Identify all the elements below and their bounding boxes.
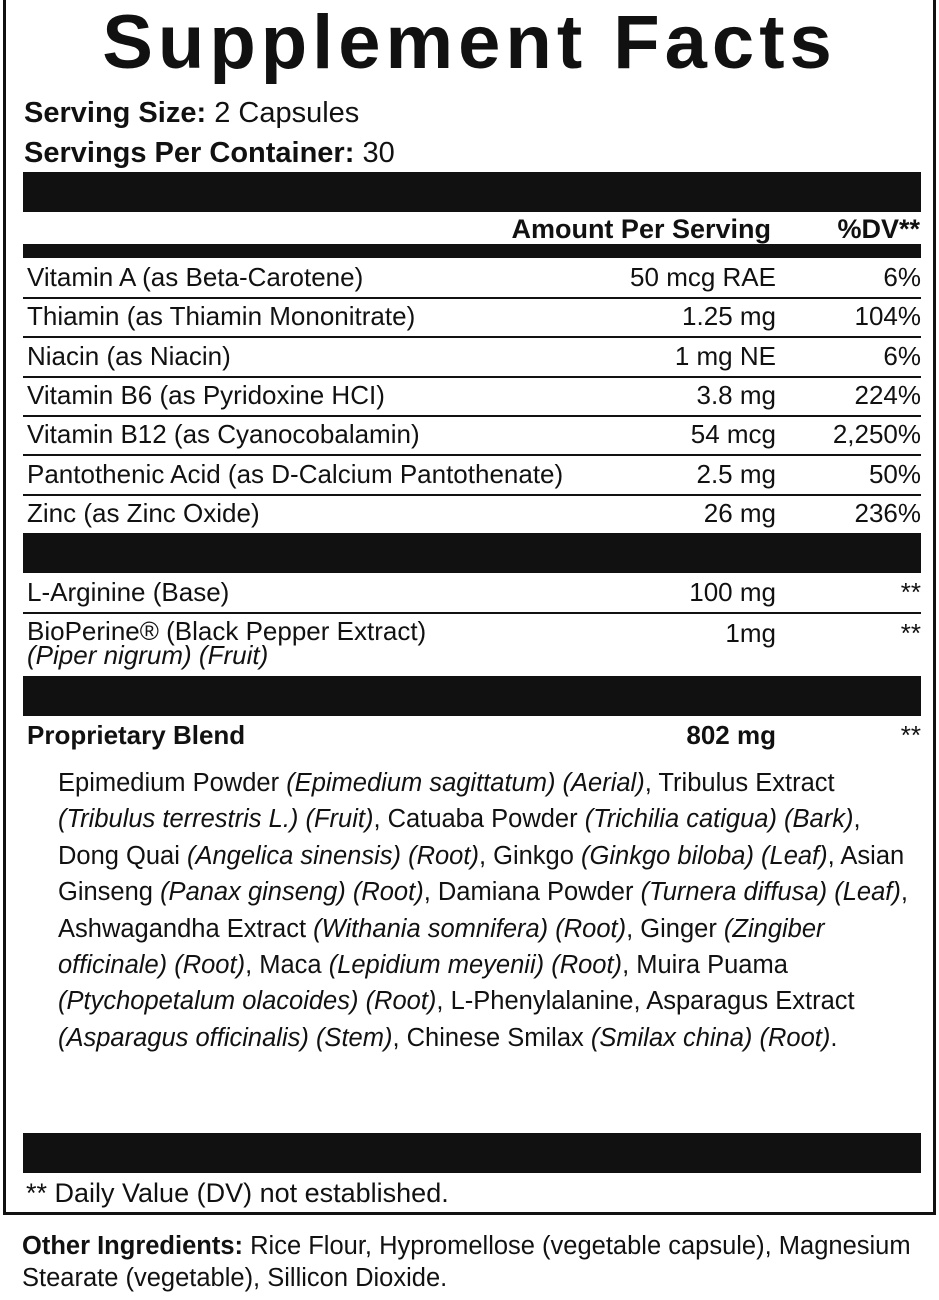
botanical-name: (Tribulus terrestris L.) (Fruit) (58, 805, 374, 834)
other-ingredients (22, 1230, 932, 1294)
supplement-facts-panel (3, 0, 936, 1215)
nutrient-row (23, 573, 921, 614)
nutrient-amount: 26 mg (703, 497, 776, 528)
thick-divider (23, 533, 921, 573)
nutrient-dv: 6% (883, 262, 921, 292)
botanical-name: (Asparagus officinalis) (Stem) (58, 1023, 393, 1052)
nutrient-amount: 3.8 mg (696, 379, 776, 410)
serving-size-label: Serving Size: (24, 97, 207, 129)
nutrient-dv: 104% (854, 301, 921, 332)
serving-size-value: 2 Capsules (214, 97, 360, 129)
botanical-name: (Lepidium meyenii) (Root) (328, 951, 623, 980)
servings-per-container-value: 30 (362, 137, 395, 169)
nutrient-amount: 54 mcg (690, 419, 776, 450)
footnote: ** Daily Value (DV) not established. (26, 1178, 449, 1208)
botanical-name: (Epimedium sagittatum) (Aerial) (286, 769, 645, 797)
nutrient-dv: ** (900, 577, 921, 607)
nutrient-dv: 6% (883, 340, 921, 371)
thick-divider (23, 676, 921, 716)
botanical-name: (Ptychopetalum olacoides) (Root) (58, 987, 437, 1016)
nutrient-name: Vitamin B6 (as Pyridoxine HCI) (27, 379, 385, 410)
nutrient-name: Vitamin A (as Beta-Carotene) (27, 262, 364, 292)
ingredient-text: , Ashwagandha Extract (58, 878, 908, 943)
nutrient-amount: 100 mg (689, 577, 776, 607)
nutrient-amount: 1 mg NE (674, 340, 776, 371)
nutrient-row (23, 415, 921, 456)
nutrient-dv: 2,250% (832, 419, 921, 450)
ingredient-text: , L-Phenylalanine, Asparagus Extract (436, 987, 855, 1016)
ingredient-text: , Muira Puama (622, 951, 788, 980)
nutrient-name: Pantothenic Acid (as D-Calcium Pantothenate) (27, 458, 564, 489)
servings-per-container (24, 136, 395, 170)
nutrient-name: BioPerine® (Black Pepper Extract) (27, 616, 427, 646)
ingredient-text: . (830, 1023, 838, 1052)
ingredient-text: , Catuaba Powder (373, 805, 585, 834)
blend-amount: 802 mg (686, 720, 776, 750)
ingredient-text: , Dong Quai (58, 805, 861, 870)
thick-divider (23, 172, 921, 212)
blend-row (23, 716, 921, 755)
nutrient-row (23, 258, 921, 299)
nutrient-amount: 2.5 mg (696, 458, 776, 489)
nutrient-amount: 50 mcg RAE (630, 262, 776, 292)
nutrient-dv: 50% (868, 458, 921, 489)
nutrient-name: Thiamin (as Thiamin Mononitrate) (27, 301, 416, 332)
ingredient-text: , Damiana Powder (423, 878, 641, 907)
botanical-name: (Smilax china) (Root) (590, 1023, 831, 1052)
ingredient-text: , Ginkgo (478, 841, 582, 870)
nutrient-dv: 236% (854, 497, 921, 528)
blend-ingredients (58, 765, 918, 1056)
botanical-name: (Angelica sinensis) (Root) (187, 841, 479, 870)
ingredient-text: , Ginger (626, 914, 724, 943)
nutrient-name: L-Arginine (Base) (27, 577, 230, 607)
nutrient-dv: ** (900, 618, 921, 648)
medium-divider (23, 244, 921, 258)
ingredient-text: , Tribulus Extract (644, 769, 835, 797)
nutrient-row (23, 494, 921, 533)
other-ingredients-text: Rice Flour, Hypromellose (vegetable capsule), Magnesium Stearate (vegetable), Sillicon Dioxide. (22, 1232, 911, 1292)
nutrient-amount: 1mg (725, 618, 776, 648)
blend-dv: ** (900, 720, 921, 750)
ingredient-text: , Chinese Smilax (392, 1023, 591, 1052)
botanical-name: (Withania somnifera) (Root) (313, 914, 627, 943)
botanical-name: (Panax ginseng) (Root) (160, 878, 424, 907)
botanical-name: (Zingiber officinale) (Root) (58, 914, 825, 980)
nutrient-name: Vitamin B12 (as Cyanocobalamin) (27, 419, 420, 450)
blend-name: Proprietary Blend (27, 720, 246, 750)
botanical-name: (Ginkgo biloba) (Leaf) (581, 841, 828, 870)
thick-divider (23, 1133, 921, 1173)
nutrient-row (23, 455, 921, 496)
ingredient-text: Epimedium Powder (58, 769, 287, 797)
other-ingredients-label: Other Ingredients: (22, 1232, 244, 1260)
nutrient-name: Zinc (as Zinc Oxide) (27, 497, 260, 528)
panel-title: Supplement Facts (102, 0, 837, 85)
nutrient-dv: 224% (854, 379, 921, 410)
ingredient-text: , Maca (245, 951, 329, 980)
nutrient-name: Niacin (as Niacin) (27, 340, 231, 371)
amount-header: Amount Per Serving (511, 214, 771, 244)
botanical-name: (Trichilia catigua) (Bark) (584, 805, 854, 834)
nutrient-row (23, 614, 921, 674)
nutrient-row (23, 297, 921, 338)
nutrient-amount: 1.25 mg (682, 301, 776, 332)
nutrient-name-line2: (Piper nigrum) (Fruit) (27, 640, 269, 670)
botanical-name: (Turnera diffusa) (Leaf) (640, 878, 901, 907)
nutrient-row (23, 337, 921, 378)
serving-size (24, 96, 359, 130)
nutrient-row (23, 376, 921, 417)
servings-per-container-label: Servings Per Container: (24, 137, 355, 169)
dv-header: %DV** (837, 214, 920, 244)
ingredient-text: , Asian Ginseng (58, 841, 905, 907)
